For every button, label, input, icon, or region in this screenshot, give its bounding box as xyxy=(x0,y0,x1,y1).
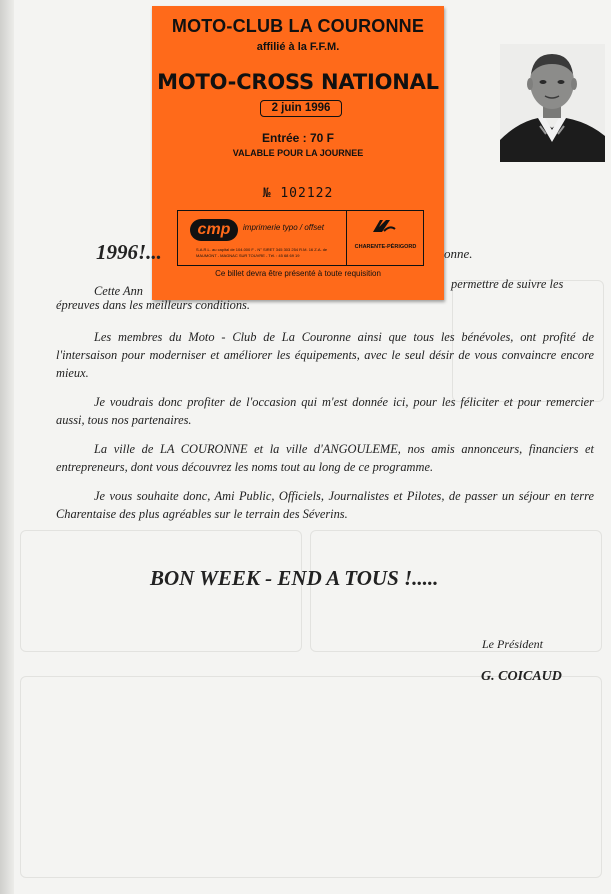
paragraph-2: Les membres du Moto - Club de La Couronne ainsi que tous les bénévoles, ont profité de l'intersaison pour moderniser et améliorer les équipements, avec le seul désir de vous convaincre encore mieux. xyxy=(56,330,594,380)
paragraph-1-end: permettre de suivre les xyxy=(451,277,564,291)
closing-slogan: BON WEEK - END A TOUS !..... xyxy=(150,566,439,590)
printer-tagline: imprimerie typo / offset xyxy=(243,223,324,232)
bleed-through-box-2 xyxy=(20,530,302,652)
portrait-photo-icon xyxy=(500,44,605,162)
paragraph-4: La ville de LA COURONNE et la ville d'ANGOULEME, nos amis annonceurs, financiers et entrepreneurs, dont vous découvrez les noms tout au long de ce programme. xyxy=(56,442,594,474)
ticket-affiliation: affilié à la F.F.M. xyxy=(256,41,340,53)
signature-name: G. COICAUD xyxy=(481,669,562,684)
paragraph-1-start: Cette Ann xyxy=(94,284,143,298)
ticket-validity: VALABLE POUR LA JOURNEE xyxy=(232,148,364,158)
bleed-through-box-4 xyxy=(20,676,602,878)
ticket-serial-number: № 102122 xyxy=(262,186,334,201)
heading-tail-text: onne. xyxy=(444,246,473,261)
bleed-through-box-3 xyxy=(310,530,602,652)
ticket-event-title: MOTO-CROSS NATIONAL xyxy=(157,70,439,94)
ticket-club-name: MOTO-CLUB LA COURONNE xyxy=(171,16,425,36)
entry-ticket xyxy=(152,6,444,300)
sponsor-divider xyxy=(346,211,347,265)
bank-name: CHARENTE-PÉRIGORD xyxy=(354,244,417,250)
signature-role: Le Président xyxy=(482,637,543,651)
page-edge-shadow xyxy=(0,0,14,894)
credit-agricole-logo-icon xyxy=(370,217,396,235)
ticket-footer: Ce billet devra être présenté à toute requisition xyxy=(215,269,381,278)
paragraph-1-line-2: épreuves dans les meilleurs conditions. xyxy=(56,298,250,312)
ticket-sponsor-box xyxy=(177,210,424,266)
paragraph-3: Je voudrais donc profiter de l'occasion qui m'est donnée ici, pour les féliciter et pour remercier aussi, tous nos partenaires. xyxy=(56,395,594,427)
ticket-price: Entrée : 70 F xyxy=(261,131,335,145)
printer-logo: cmp xyxy=(190,219,238,241)
letter-heading: 1996!... xyxy=(96,240,162,264)
paragraph-5: Je vous souhaite donc, Ami Public, Officiels, Journalistes et Pilotes, de passer un séjour en terre Charentaise des plus agréables sur le terrain des Séverins. xyxy=(56,489,594,521)
ticket-date: 2 juin 1996 xyxy=(260,100,342,117)
president-photo xyxy=(500,44,605,162)
printer-details: S.A.R.L. au capital de 104.000 F - N° SIRET 345 303 254 R.M. 16 Z.A. de MAUMONT - MAGNAC SUR TOUVRE - Tél. : 45 68 69 19 xyxy=(196,247,328,258)
